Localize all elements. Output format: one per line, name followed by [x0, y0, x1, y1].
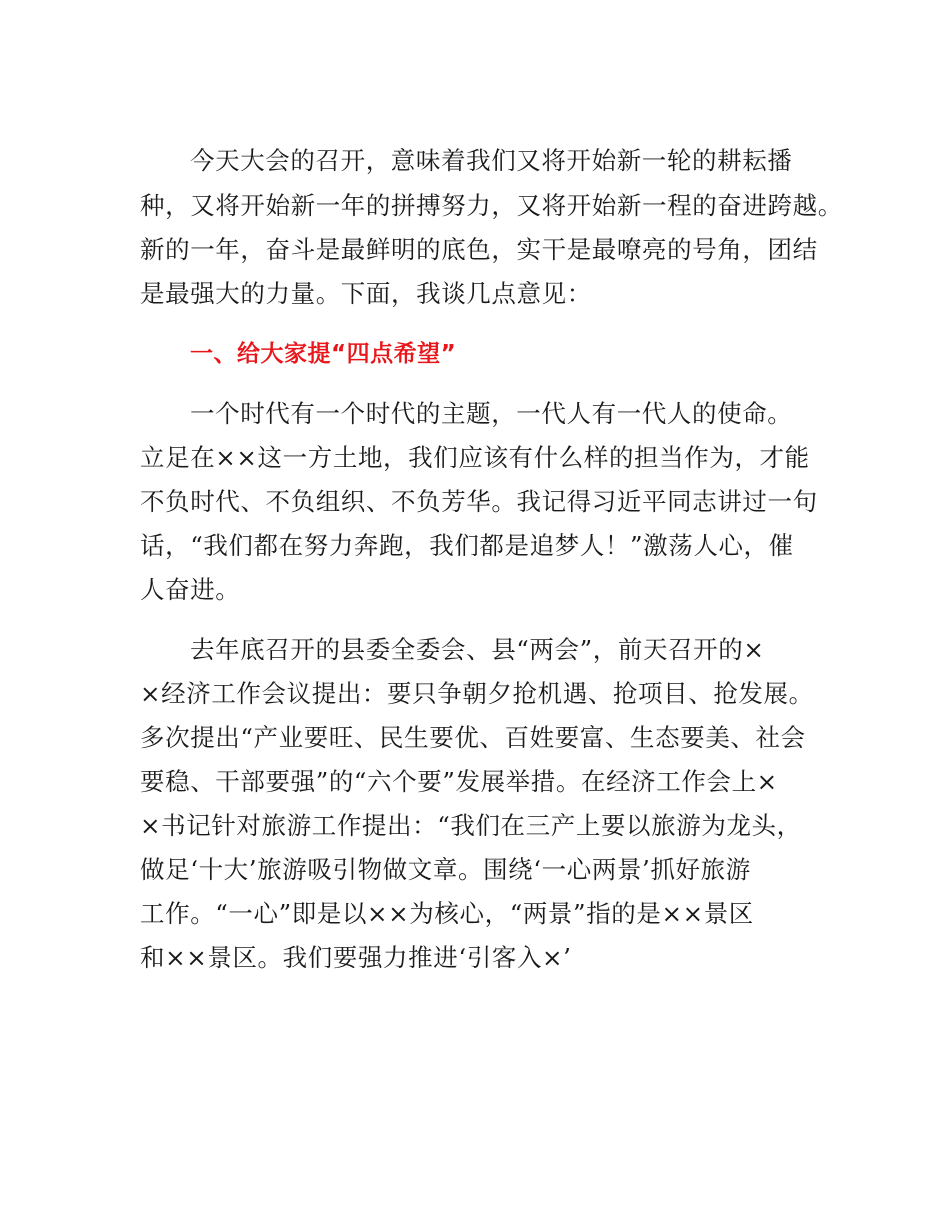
paragraph-1-line-1: 今天大会的召开，意味着我们又将开始新一轮的耕耘播	[190, 146, 793, 175]
paragraph-2-line-5: 人奋进。	[140, 575, 241, 604]
paragraph-1-line-3: 新的一年，奋斗是最鲜明的底色，实干是最嘹亮的号角，团结	[140, 235, 818, 264]
paragraph-2-line-2: 立足在××这一方土地，我们应该有什么样的担当作为，才能	[140, 443, 810, 472]
paragraph-1-line-4: 是最强大的力量。下面，我谈几点意见：	[140, 279, 592, 308]
paragraph-3-line-7: 工作。“一心”即是以××为核心，“两景”指的是××景区	[140, 899, 754, 928]
paragraph-3-line-6: 做足‘十大’旅游吸引物做文章。围绕‘一心两景’抓好旅游	[140, 855, 751, 884]
section-heading: 一、给大家提“四点希望”	[190, 341, 457, 367]
paragraph-1-line-2: 种，又将开始新一年的拼搏努力，又将开始新一程的奋进跨越。	[140, 191, 843, 220]
paragraph-3-line-2: ×经济工作会议提出：要只争朝夕抢机遇、抢项目、抢发展。	[140, 679, 814, 708]
paragraph-2-line-3: 不负时代、不负组织、不负芳华。我记得习近平同志讲过一句	[140, 487, 818, 516]
paragraph-3-line-3: 多次提出“产业要旺、民生要优、百姓要富、生态要美、社会	[140, 723, 806, 752]
paragraph-3-line-4: 要稳、干部要强”的“六个要”发展举措。在经济工作会上×	[140, 767, 778, 796]
paragraph-2-line-1: 一个时代有一个时代的主题，一代人有一代人的使命。	[190, 399, 793, 428]
paragraph-2-line-4: 话，“我们都在努力奔跑，我们都是追梦人！”激荡人心，催	[140, 531, 794, 560]
paragraph-3-line-5: ×书记针对旅游工作提出：“我们在三产上要以旅游为龙头，	[140, 811, 802, 840]
paragraph-3-line-1: 去年底召开的县委全委会、县“两会”，前天召开的×	[190, 635, 765, 664]
paragraph-3-line-8: 和××景区。我们要强力推进‘引客入×’	[140, 943, 572, 972]
